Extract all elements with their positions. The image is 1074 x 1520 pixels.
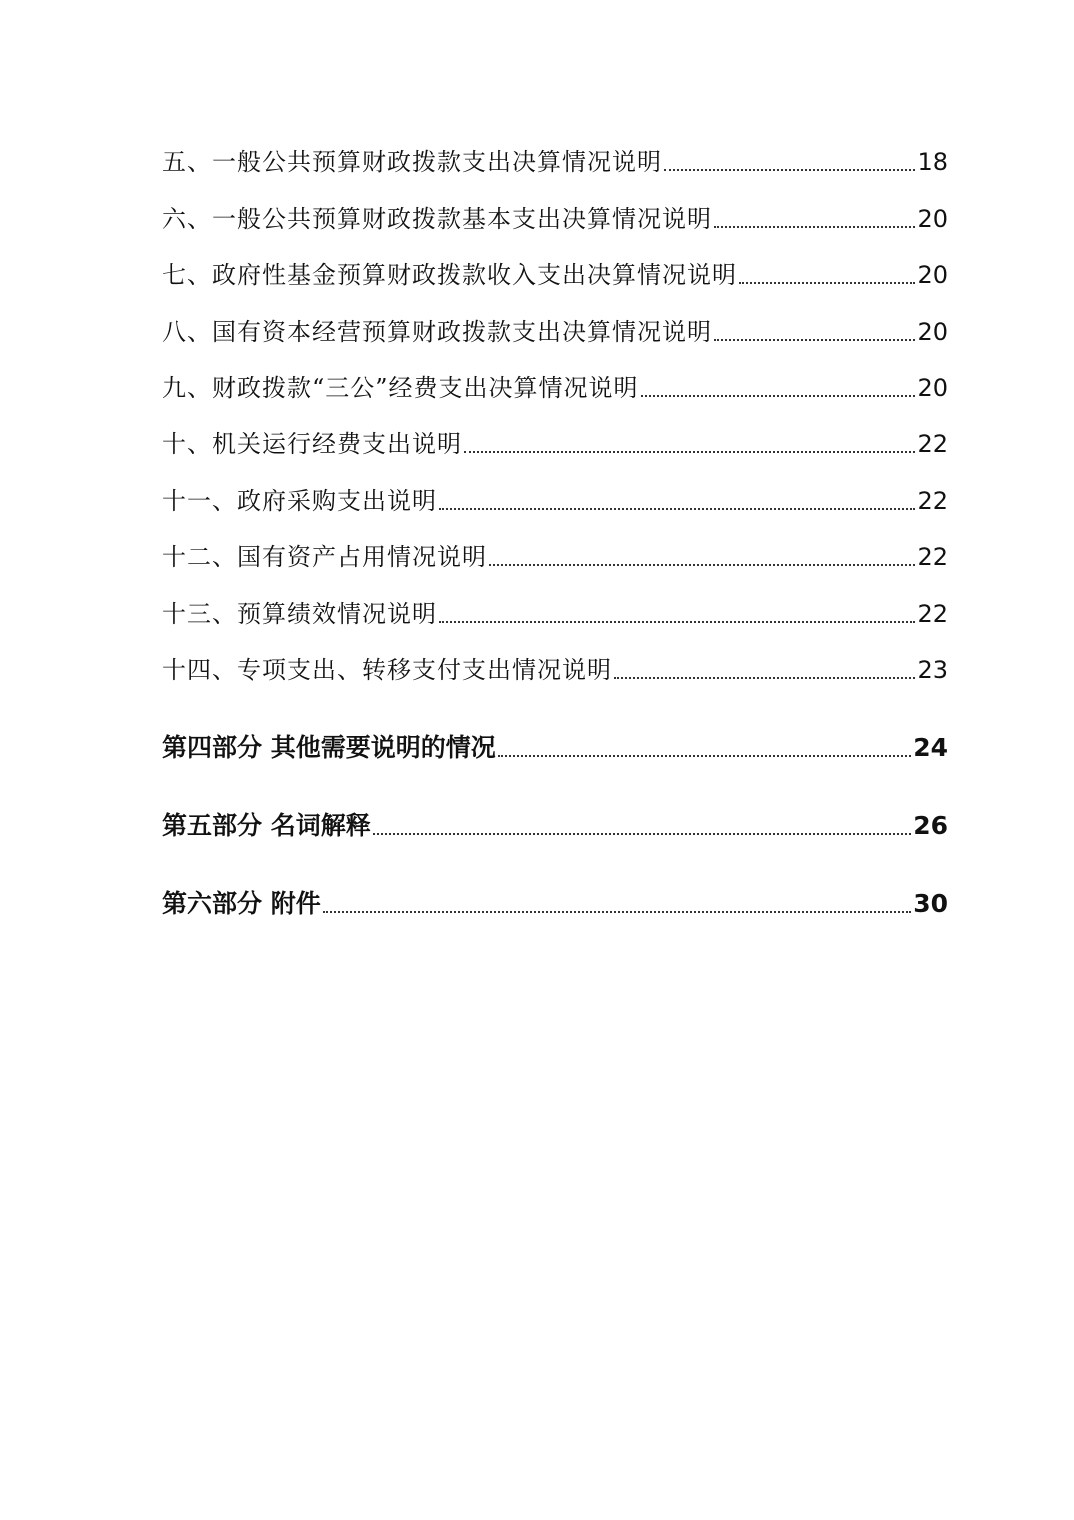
toc-entry-label: 十、机关运行经费支出说明 <box>162 430 462 459</box>
toc-section-label: 第六部分 附件 <box>162 888 321 918</box>
toc-entry-label: 十三、预算绩效情况说明 <box>162 599 437 628</box>
toc-entry-label: 十二、国有资产占用情况说明 <box>162 543 487 572</box>
toc-entry[interactable] <box>162 184 948 240</box>
toc-page-number: 20 <box>917 317 948 346</box>
toc-page-number: 20 <box>917 204 948 233</box>
toc-entry-label: 十一、政府采购支出说明 <box>162 486 437 515</box>
toc-dot-leader <box>439 592 915 636</box>
toc-entry[interactable] <box>162 410 948 466</box>
toc-dot-leader <box>641 366 916 410</box>
toc-entry[interactable] <box>162 523 948 579</box>
toc-entry[interactable] <box>162 354 948 410</box>
toc-entry[interactable] <box>162 579 948 635</box>
toc-dot-leader <box>714 310 915 354</box>
toc-entry[interactable] <box>162 636 948 692</box>
toc-page-number: 22 <box>917 430 948 459</box>
toc-dot-leader <box>439 479 915 523</box>
toc-page-number: 22 <box>917 599 948 628</box>
toc-entry[interactable] <box>162 241 948 297</box>
toc-section-label: 第四部分 其他需要说明的情况 <box>162 732 496 762</box>
toc-entry-label: 七、政府性基金预算财政拨款收入支出决算情况说明 <box>162 261 737 290</box>
toc-entry-label: 六、一般公共预算财政拨款基本支出决算情况说明 <box>162 204 712 233</box>
toc-entry-label: 九、财政拨款“三公”经费支出决算情况说明 <box>162 373 639 402</box>
toc-page-number: 20 <box>917 373 948 402</box>
toc-section-entry[interactable] <box>162 848 948 926</box>
toc-page-number: 26 <box>913 810 948 840</box>
toc-page-number: 23 <box>917 655 948 684</box>
toc-dot-leader <box>498 726 911 770</box>
toc-page-number: 24 <box>913 732 948 762</box>
toc-entry-label: 十四、专项支出、转移支付支出情况说明 <box>162 655 612 684</box>
toc-dot-leader <box>739 253 915 297</box>
toc-page-number: 22 <box>917 543 948 572</box>
toc-page-number: 22 <box>917 486 948 515</box>
toc-section-entry[interactable] <box>162 770 948 848</box>
toc-dot-leader <box>714 197 915 241</box>
table-of-contents <box>162 128 948 926</box>
toc-section-label: 第五部分 名词解释 <box>162 810 371 840</box>
toc-page-number: 20 <box>917 261 948 290</box>
toc-dot-leader <box>323 882 911 926</box>
toc-dot-leader <box>614 648 915 692</box>
toc-entry[interactable] <box>162 466 948 522</box>
toc-dot-leader <box>464 422 915 466</box>
toc-entry[interactable] <box>162 128 948 184</box>
toc-dot-leader <box>373 804 911 848</box>
toc-dot-leader <box>664 140 915 184</box>
toc-page-number: 18 <box>917 148 948 177</box>
toc-entry-label: 五、一般公共预算财政拨款支出决算情况说明 <box>162 148 662 177</box>
toc-entry[interactable] <box>162 297 948 353</box>
toc-dot-leader <box>489 535 915 579</box>
toc-entry-label: 八、国有资本经营预算财政拨款支出决算情况说明 <box>162 317 712 346</box>
toc-page-number: 30 <box>913 888 948 918</box>
toc-section-entry[interactable] <box>162 692 948 770</box>
